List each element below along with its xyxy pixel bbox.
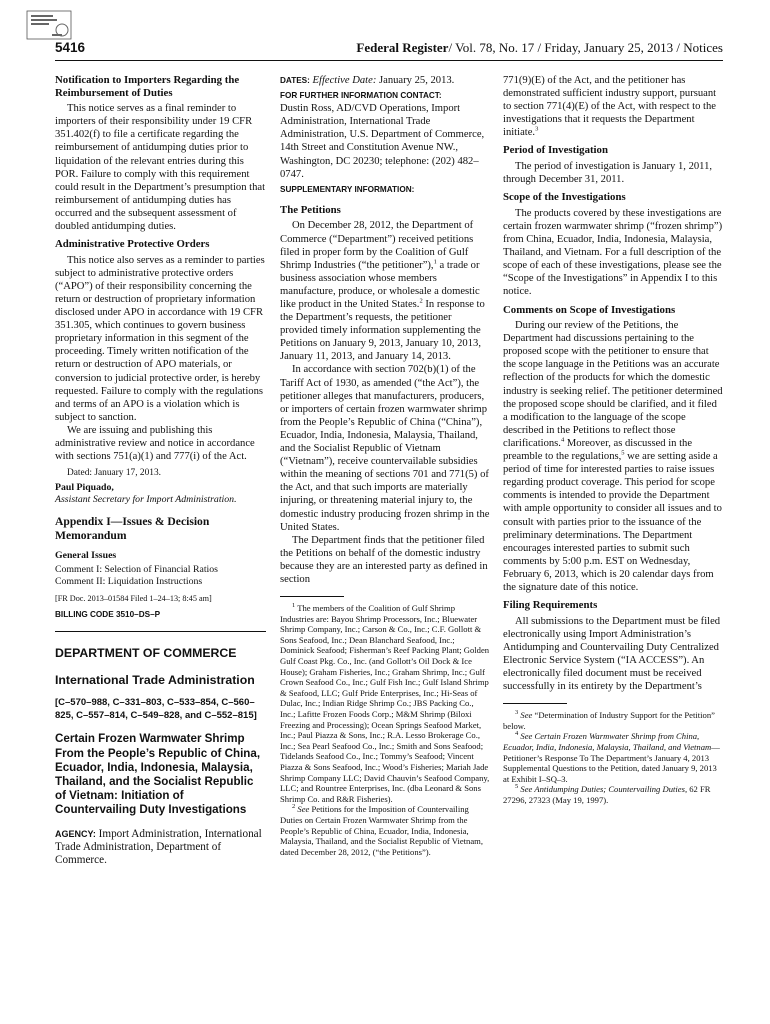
paragraph-issuing: We are issuing and publishing this administrative review and notice in accordance with sections 751(a)(1) and 777(i) of the Act. bbox=[55, 424, 255, 463]
paragraph-petitions bbox=[280, 219, 490, 363]
signer-name: Paul Piquado, bbox=[55, 482, 114, 494]
petitions-text-a: On December 28, 2012, the Department of Commerce (“Department”) received petitions filed in proper form by the Coalition of Gulf Shrimp Industries (“the petitioner”), bbox=[280, 220, 474, 271]
comment-2: Comment II: Liquidation Instructions bbox=[55, 575, 203, 587]
footnote-5-text: 62 FR 27296, 27323 (May 19, 1997). bbox=[503, 784, 711, 805]
footnote-ref-1: 1 bbox=[433, 258, 437, 266]
heading-general-issues: General Issues bbox=[55, 549, 117, 561]
section-divider bbox=[55, 631, 266, 632]
department-heading: DEPARTMENT OF COMMERCE bbox=[55, 646, 237, 661]
comments-text-a: During our review of the Petitions, the Department had discussions pertaining to the proposed scope with the petitioner to ensure that the scope language in the Petitions was an accurate reflection of the products for which the domestic industry is seeking relief. The petitioner determined the proposed scope should be clarified, and it filed a modification to the language of the scope described in the Petitions to reflect those clarifications. bbox=[503, 320, 723, 449]
footnote-ref-4: 4 bbox=[560, 436, 565, 444]
agency-paragraph bbox=[55, 828, 266, 868]
footnote-3 bbox=[503, 710, 723, 731]
footnote-divider bbox=[280, 596, 344, 597]
footnote-2-number: 2 bbox=[292, 803, 296, 811]
heading-notification: Notification to Importers Regarding the Reimbursement of Duties bbox=[55, 74, 240, 99]
continued-text: 771(9)(E) of the Act, and the petitioner has demonstrated sufficient industry support, pursuant to section 771(4)(E) of the Act, with respect to the investigations that it requests the Department initiate. bbox=[503, 75, 717, 139]
agency-text: Import Administration, International Trade Administration, Department of Commerce. bbox=[55, 827, 262, 867]
footnote-5-number: 5 bbox=[515, 783, 519, 791]
column-3 bbox=[503, 74, 723, 806]
paragraph-continued bbox=[503, 74, 723, 139]
gpo-seal-icon bbox=[26, 10, 72, 40]
contact-text: Dustin Ross, AD/CVD Operations, Import Administration, International Trade Administration, U.S. Department of Commerce, 14th Street and Constitution Avenue NW., Washington, DC 20230; telephone: (202) 482–0747. bbox=[280, 103, 485, 180]
footnote-2-see: See bbox=[297, 804, 310, 815]
footnote-5 bbox=[503, 784, 723, 805]
heading-period: Period of Investigation bbox=[503, 144, 608, 157]
dates-paragraph bbox=[280, 74, 490, 87]
footnote-1-number: 1 bbox=[292, 602, 296, 610]
paragraph-period: The period of investigation is January 1, 2011, through December 31, 2011. bbox=[503, 161, 713, 186]
footnote-5-see: See Antidumping Duties; Countervailing Duties, bbox=[520, 784, 688, 795]
comments-text-c: we are setting aside a period of time for interested parties to raise issues regarding product coverage. This period for scope comments is intended to provide the Department with ample opportunity to consider all issues and to consult with parties prior to the issuance of the preliminary determinations. The Department encourages interested parties to submit such comments by 5:00 p.m. EST on Wednesday, February 6, 2013, which is 20 calendar days from the signature date of this notice. bbox=[503, 451, 722, 593]
footnote-ref-5: 5 bbox=[621, 449, 625, 457]
footnote-4 bbox=[503, 731, 723, 784]
dates-italic: Effective Date: bbox=[312, 75, 377, 86]
heading-appendix: Appendix I—Issues & Decision Memorandum bbox=[55, 515, 210, 542]
agency-label: AGENCY: bbox=[55, 828, 96, 839]
docket-numbers: [C–570–988, C–331–803, C–533–854, C–560–825, C–557–814, C–549–828, and C–552–815] bbox=[55, 697, 257, 721]
footnote-1-text: The members of the Coalition of Gulf Shrimp Industries are: Bayou Shrimp Processors, Inc.; Bluewater Shrimp Company, Inc.; Carson & Co., Inc.; C.F. Gollott & Sons Seafood, Inc.; Dean Blanchard Seafood, Inc.; Dominick Seafood; Fisherman’s Reef Packing Plant; Golden Gulf Coast Pkg. Co., Inc. (and Gollott’s Oil Dock & Ice House); Graham Fisheries, Inc.; Graham Shrimp, Inc.; Gulf Crown Seafood Co., Inc.; Gulf Fish Inc.; Gulf Island Shrimp & Seafood, LLC; Gulf Pride Enterprises, Inc.; Hi-Seas of Dulac, Inc.; Indian Ridge Shrimp Co.; JBS Packing Co., Inc.; Lafitte Frozen Foods Corp.; M&M Shrimp (Biloxi Freezing and Processing); Ocean Springs Seafood Market, Inc.; Paul Piazza & Sons, Inc.; R.A. Lesso Brokerage Co., Inc.; Sea Pearl Seafood Co., Inc.; Smith and Sons Seafood; Tidelands Seafood Co., Inc.; Tommy’s Seafood; Vincent Piazza & Sons Seafood, Inc.; Wood’s Fisheries; Mariah Jade Shrimp Company LLC; David Chauvin’s Seafood Company, LLC; and Rountree Enterprises, Inc. (dba Leonard & Sons Shrimp Co. and R&R Fisheries). bbox=[280, 603, 490, 804]
heading-scope: Scope of the Investigations bbox=[503, 191, 626, 204]
footnote-ref-3: 3 bbox=[535, 125, 539, 133]
heading-comments: Comments on Scope of Investigations bbox=[503, 303, 676, 316]
running-head bbox=[356, 40, 723, 56]
footnote-4-text: —Petitioner’s Response To The Department’s January 4, 2013 Supplemental Questions to the Petition, dated January 9, 2013 at Exhibit I–SQ–3. bbox=[503, 742, 720, 784]
issue-info: / Vol. 78, No. 17 / Friday, January 25, 2013 / Notices bbox=[448, 40, 723, 55]
footnote-3-text: “Determination of Industry Support for the Petition” below. bbox=[503, 710, 715, 731]
heading-filing: Filing Requirements bbox=[503, 599, 598, 612]
billing-code: BILLING CODE 3510–DS–P bbox=[55, 610, 161, 620]
footnote-3-see: See bbox=[520, 710, 533, 721]
footnote-2-text: Petitions for the Imposition of Countervailing Duties on Certain Frozen Warmwater Shrimp from the People’s Republic of China, Ecuador, India, Indonesia, Malaysia, Thailand, and the Socialist Republic of Vietnam, dated December 28, 2012, (“the Petitions”). bbox=[280, 804, 483, 857]
agency-subheading: International Trade Administration bbox=[55, 672, 255, 687]
dates-text: January 25, 2013. bbox=[379, 75, 455, 86]
supplementary-label: SUPPLEMENTARY INFORMATION: bbox=[280, 184, 415, 194]
dated-line: Dated: January 17, 2013. bbox=[67, 468, 161, 479]
heading-apo: Administrative Protective Orders bbox=[55, 238, 210, 251]
paragraph-finds: The Department finds that the petitioner filed the Petitions on behalf of the domestic industry because they are an interested party as defined in section bbox=[280, 534, 488, 585]
column-2 bbox=[280, 74, 490, 857]
column-1 bbox=[55, 74, 266, 868]
footnote-ref-2: 2 bbox=[419, 297, 423, 305]
footnote-3-number: 3 bbox=[515, 709, 519, 717]
heading-petitions: The Petitions bbox=[280, 203, 341, 216]
paragraph-apo: This notice also serves as a reminder to parties subject to administrative protective orders (“APO”) of their responsibility concerning the return or destruction of proprietary information disclosed under APO in accordance with 19 CFR 351.305, which continues to govern business proprietary information in this segment of the proceeding. Timely written notification of the return or destruction of APO materials, or conversion to judicial protective order, is hereby requested. Failure to comply with the regulations and terms of an APO is a violation which is subject to sanction. bbox=[55, 254, 265, 423]
footnote-4-number: 4 bbox=[515, 730, 519, 738]
footnote-4-see: See Certain Frozen Warmwater Shrimp from China, Ecuador, India, Indonesia, Malaysia, Thailand, and Vietnam bbox=[503, 731, 712, 752]
footnote-2 bbox=[280, 804, 490, 857]
paragraph-accordance: In accordance with section 702(b)(1) of the Tariff Act of 1930, as amended (“the Act”), the petitioner alleges that manufacturers, producers, or importers of certain frozen warmwater shrimp from the People’s Republic of China (“China”), Ecuador, India, Indonesia, Malaysia, Thailand, and the Socialist Republic of Vietnam (“Vietnam”), receive countervailable subsidies within the meaning of sections 701 and 771(5) of the Act, and that such imports are materially injuring, or threatening material injury to, the domestic industry producing frozen shrimp in the United States. bbox=[280, 364, 490, 533]
petitions-text-b: a trade or business association whose members manufacture, produce, or wholesale a domestic like product in the United States. bbox=[280, 259, 480, 310]
paragraph-filing: All submissions to the Department must be filed electronically using Import Administration’s Antidumping and Countervailing Duty Centralized Electronic Service System (“IA ACCESS”). An electronically filed document must be received successfully in its entirety by the Department’s bbox=[503, 615, 721, 693]
paragraph-comments bbox=[503, 319, 723, 594]
footnote-1 bbox=[280, 603, 490, 804]
petitions-text-c: In response to the Department’s requests, the petitioner provided timely information supplementing the Petitions on January 9, 2013, January 10, 2013, January 11, 2013, and January 14, 2013. bbox=[280, 299, 485, 363]
contact-label: FOR FURTHER INFORMATION CONTACT: bbox=[280, 91, 442, 101]
signer-title: Assistant Secretary for Import Administration. bbox=[55, 494, 237, 506]
page-number: 5416 bbox=[55, 40, 86, 55]
paragraph-notification: This notice serves as a final reminder to importers of their responsibility under 19 CFR 351.402(f) to file a certificate regarding the reimbursement of antidumping duties prior to liquidation of the relevant entries during this POR. Failure to comply with this requirement could result in the Department’s presumption that reimbursement of antidumping duties has occurred and the subsequent assessment of doubled antidumping duties. bbox=[55, 103, 266, 233]
dates-label: DATES: bbox=[280, 76, 310, 85]
page-header bbox=[55, 40, 723, 61]
fr-doc-line: [FR Doc. 2013–01584 Filed 1–24–13; 8:45 am] bbox=[55, 594, 212, 603]
comment-1: Comment I: Selection of Financial Ratios bbox=[55, 563, 218, 575]
paragraph-scope: The products covered by these investigations are certain frozen warmwater shrimp (“frozen shrimp”) from China, Ecuador, India, Indonesia, Malaysia, Thailand, and Vietnam. For a full description of the scope of each of these investigations, please see the “Scope of the Investigations” in Appendix I to this notice. bbox=[503, 207, 723, 298]
comments-text-b: Moreover, as discussed in the preamble to the regulations, bbox=[503, 437, 693, 463]
publication-name: Federal Register bbox=[356, 40, 449, 55]
document-title: Certain Frozen Warmwater Shrimp From the People’s Republic of China, Ecuador, India, Indonesia, Malaysia, Thailand, and the Socialist Republic of Vietnam: Initiation of Countervailing Duty Investigations bbox=[55, 732, 261, 817]
footnote-divider-2 bbox=[503, 703, 567, 704]
